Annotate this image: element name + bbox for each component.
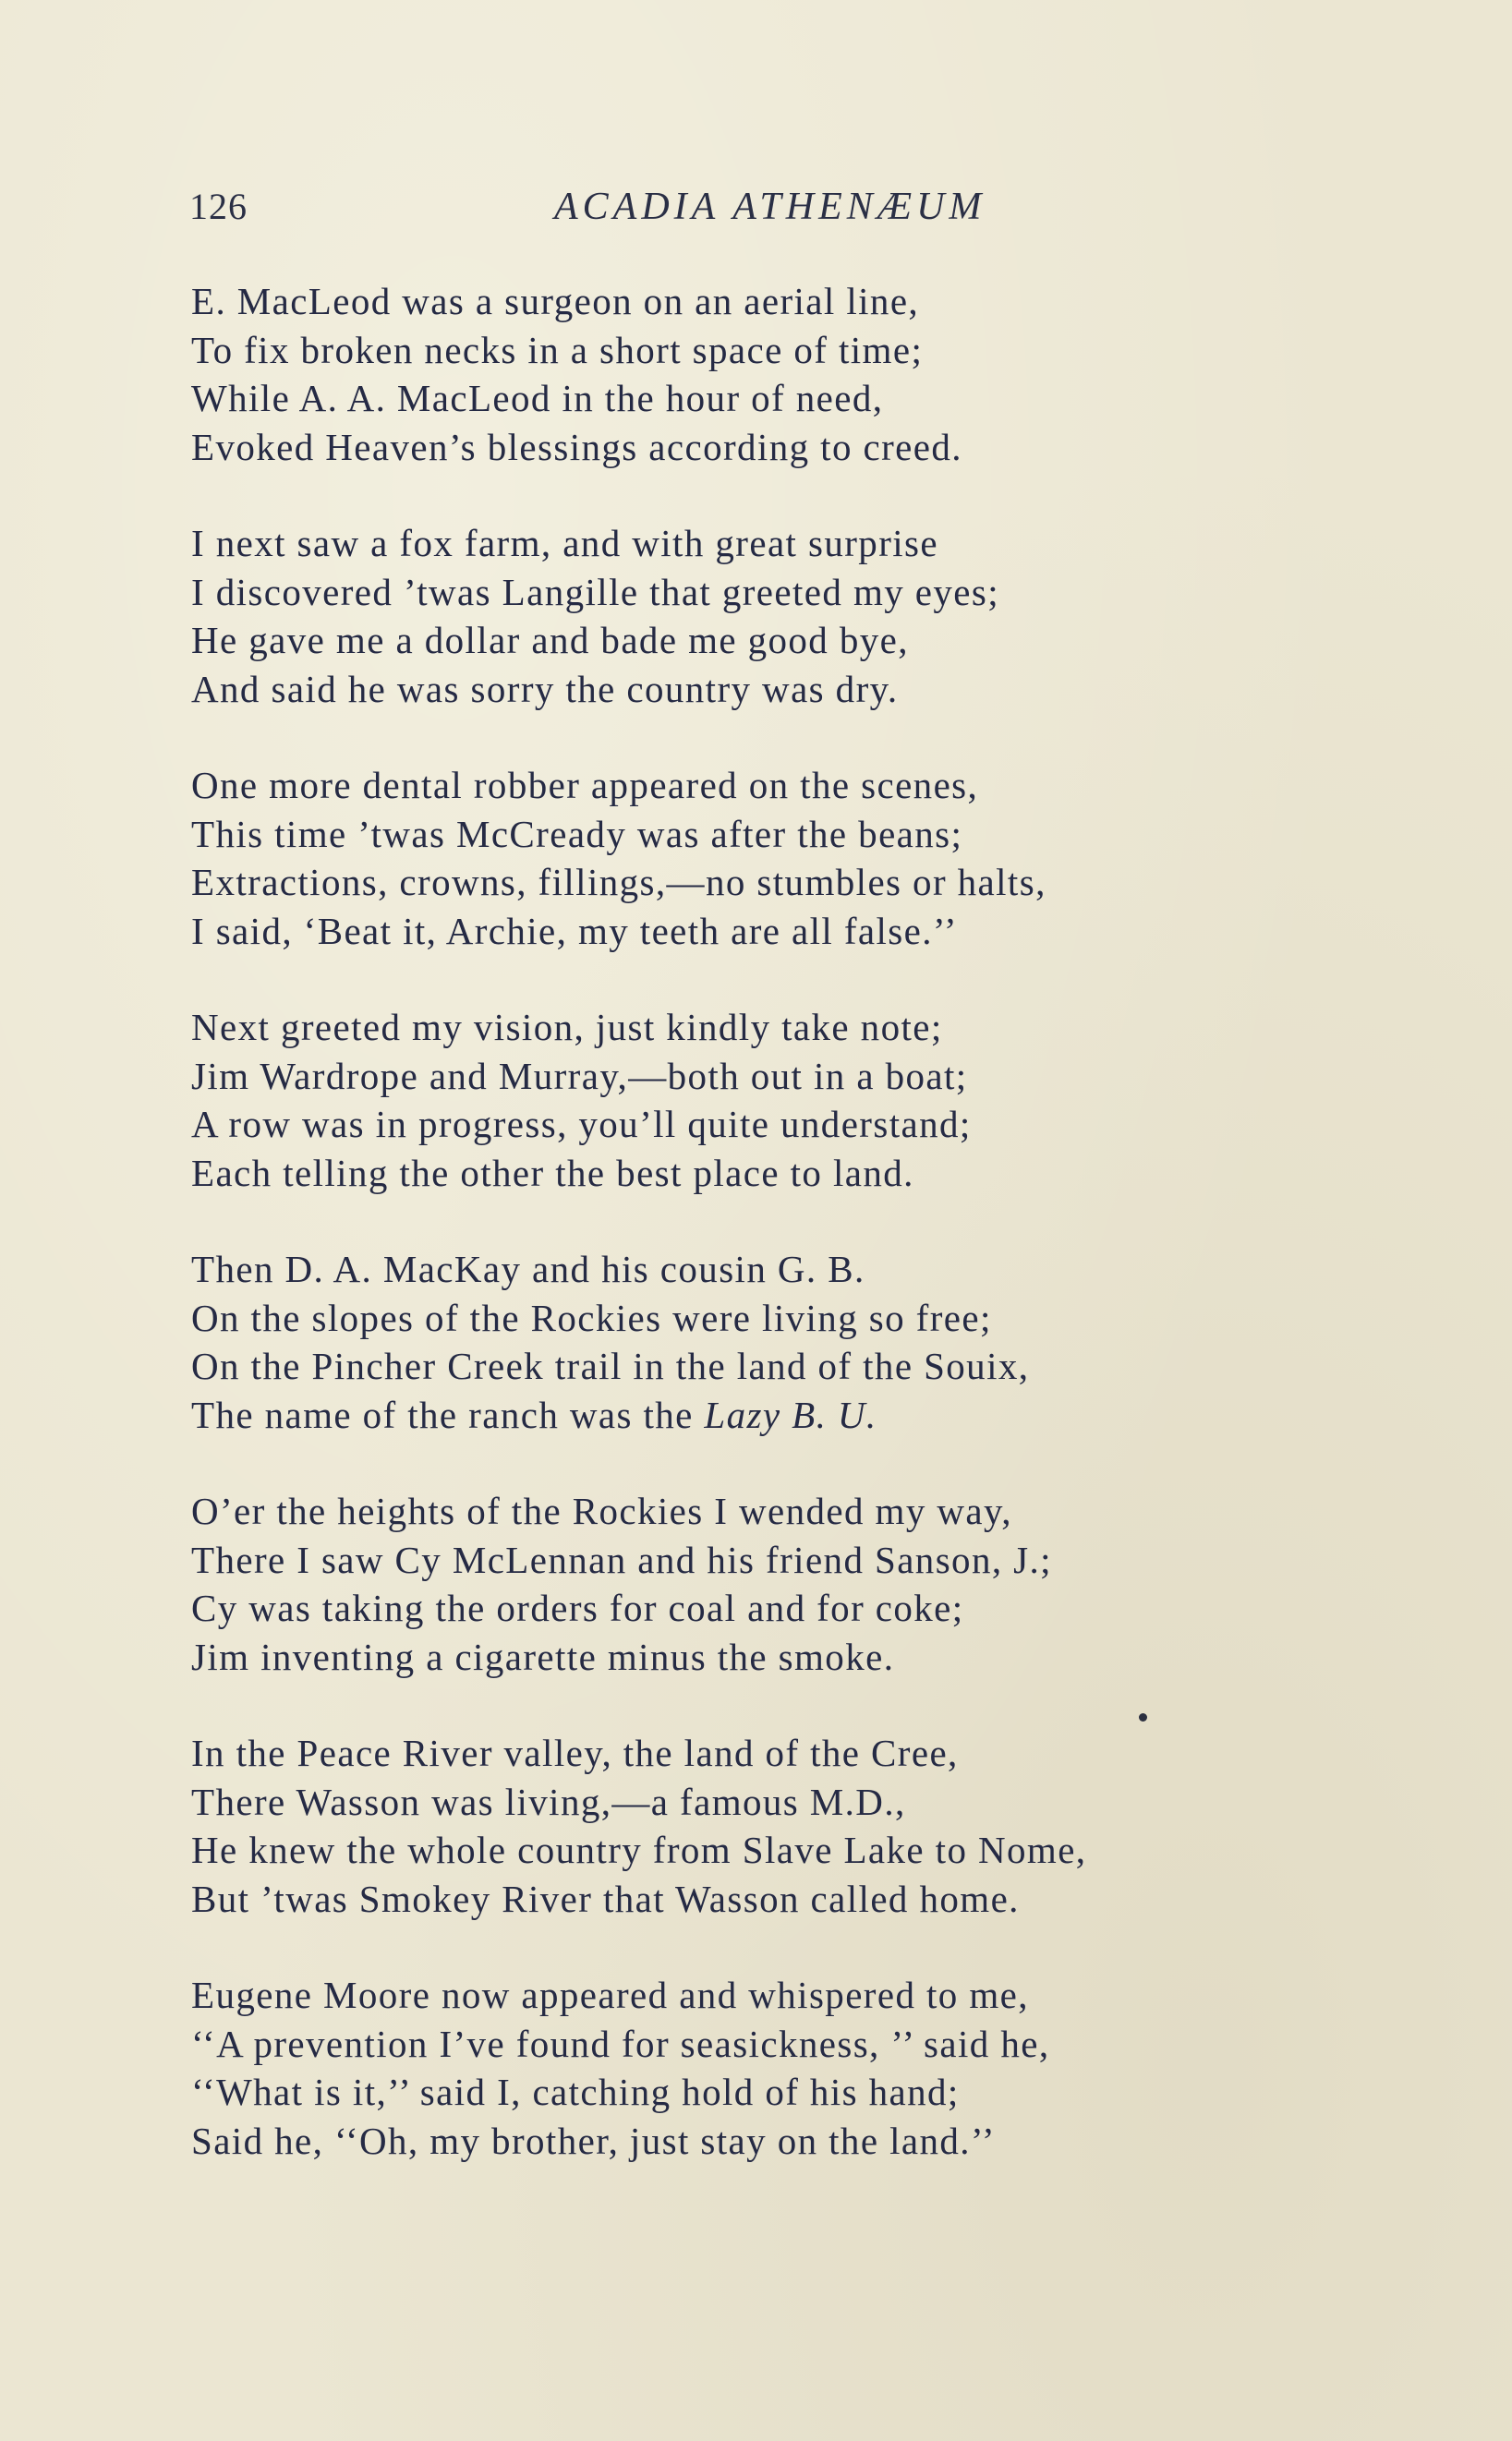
ink-speck: [1139, 1713, 1147, 1722]
poem-line: To fix broken necks in a short space of time;: [191, 328, 924, 371]
page-number: 126: [189, 186, 248, 227]
poem-line: O’er the heights of the Rockies I wended my way,: [191, 1490, 1012, 1532]
stanza-7: [191, 1729, 1355, 1923]
stanza-3: [191, 761, 1355, 955]
stanza-1: [191, 277, 1355, 471]
stanza-4: [191, 1003, 1355, 1197]
poem-line: On the slopes of the Rockies were living so free;: [191, 1296, 992, 1339]
poem-line: He gave me a dollar and bade me good bye,: [191, 619, 909, 661]
poem-line: This time ’twas McCready was after the beans;: [191, 812, 963, 855]
stanza-6: [191, 1487, 1355, 1681]
poem-line: I said, ‘Beat it, Archie, my teeth are all false.’’: [191, 909, 958, 952]
poem-line: There I saw Cy McLennan and his friend Sanson, J.;: [191, 1538, 1052, 1581]
poem-line: One more dental robber appeared on the scenes,: [191, 764, 979, 806]
poem-line: ‘‘What is it,’’ said I, catching hold of his hand;: [191, 2071, 960, 2113]
stanza-5: [191, 1245, 1355, 1439]
poem-line: Extractions, crowns, fillings,—no stumbles or halts,: [191, 861, 1046, 903]
poem-line: Eugene Moore now appeared and whispered to me,: [191, 1974, 1029, 2016]
poem-line: E. MacLeod was a surgeon on an aerial line,: [191, 280, 920, 322]
poem-line: Jim Wardrope and Murray,—both out in a boat;: [191, 1054, 968, 1097]
stanza-2: [191, 519, 1355, 713]
poem-line: Cy was taking the orders for coal and for coke;: [191, 1587, 964, 1629]
poem-line: A row was in progress, you’ll quite understand;: [191, 1103, 972, 1145]
poem: [191, 277, 1355, 2213]
poem-line: Jim inventing a cigarette minus the smoke.: [191, 1635, 895, 1678]
poem-line: He knew the whole country from Slave Lake to Nome,: [191, 1829, 1087, 1871]
poem-line: And said he was sorry the country was dry.: [191, 667, 899, 710]
page-header: [189, 185, 1113, 240]
line-text: The name of the ranch was the: [191, 1393, 705, 1436]
poem-line-with-ranch-name: [191, 1391, 1355, 1440]
poem-line: Next greeted my vision, just kindly take note;: [191, 1006, 943, 1048]
poem-line: Said he, ‘‘Oh, my brother, just stay on the land.’’: [191, 2119, 996, 2162]
poem-line: Each telling the other the best place to land.: [191, 1151, 914, 1194]
poem-line: Then D. A. MacKay and his cousin G. B.: [191, 1248, 865, 1290]
ranch-name: Lazy B. U.: [704, 1393, 877, 1436]
poem-line: I discovered ’twas Langille that greeted my eyes;: [191, 570, 1000, 613]
poem-line: But ’twas Smokey River that Wasson called home.: [191, 1877, 1020, 1920]
poem-line: While A. A. MacLeod in the hour of need,: [191, 377, 884, 419]
poem-line: There Wasson was living,—a famous M.D.,: [191, 1780, 906, 1823]
poem-line: Evoked Heaven’s blessings according to creed.: [191, 425, 962, 468]
poem-line: I next saw a fox farm, and with great surprise: [191, 522, 938, 564]
running-title: ACADIA ATHENÆUM: [554, 186, 986, 228]
poem-line: In the Peace River valley, the land of the Cree,: [191, 1732, 959, 1774]
stanza-8: [191, 1971, 1355, 2165]
poem-line: ‘‘A prevention I’ve found for seasickness, ’’ said he,: [191, 2022, 1050, 2065]
poem-line: On the Pincher Creek trail in the land of the Souix,: [191, 1345, 1030, 1387]
